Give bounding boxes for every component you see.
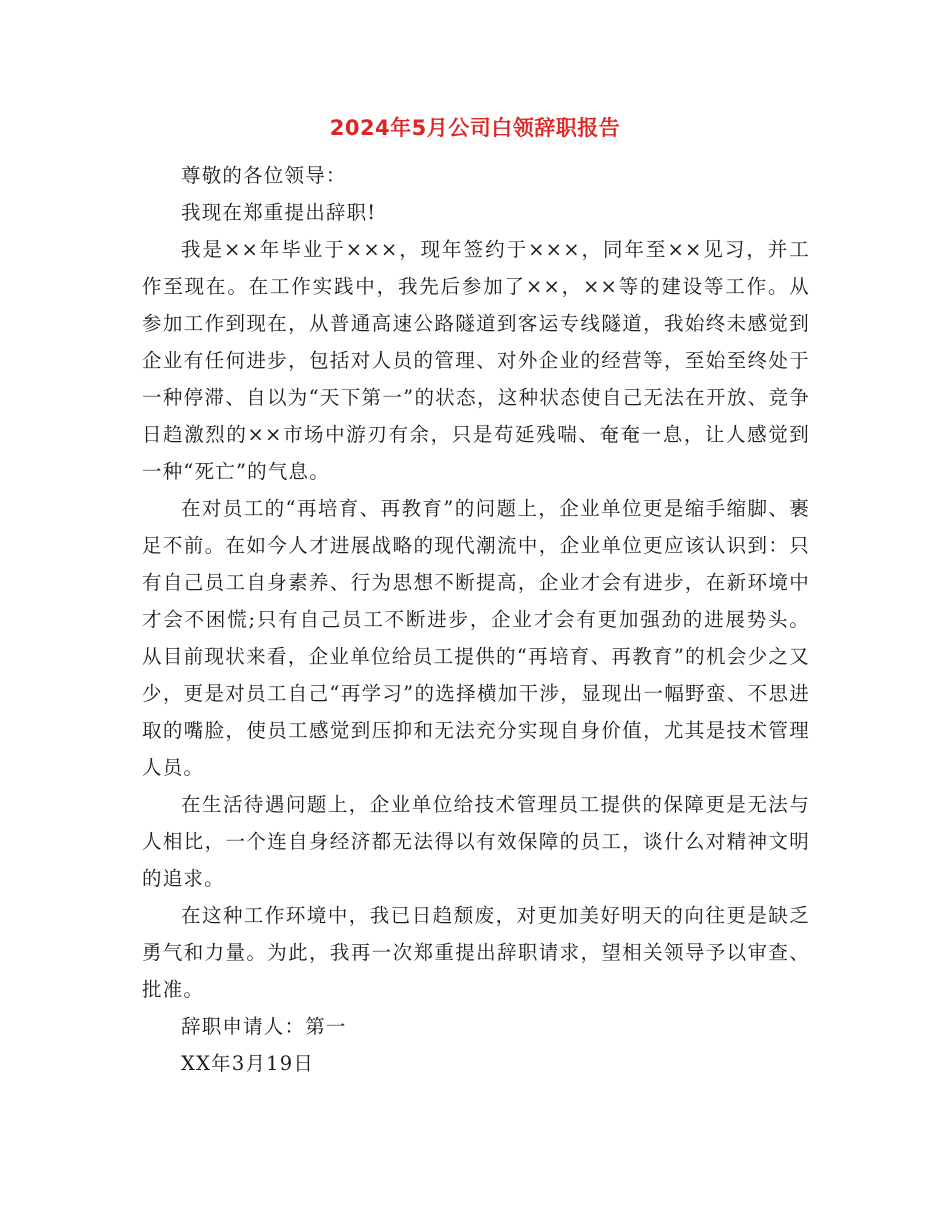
- signature-line: 辞职申请人：第一: [181, 1015, 347, 1038]
- body-paragraph-4: 在这种工作环境中，我已日趋颓废，对更加美好明天的向往更是缺乏勇气和力量。为此，我再一次郑重提出辞职请求，望相关领导予以审查、批准。: [142, 904, 810, 1001]
- body-paragraph-1: 我是××年毕业于×××，现年签约于×××，同年至××见习，并工作至现在。在工作实践中，我先后参加了××，××等的建设等工作。从参加工作到现在，从普通高速公路隧道到客运专线隧道，我始终未感觉到企业有任何进步，包括对人员的管理、对外企业的经营等，至始至终处于一种停滞、自以为“天下第一”的状态，这种状态使自己无法在开放、竞争日趋激烈的××市场中游刃有余，只是苟延残喘、奄奄一息，让人感觉到一种“死亡”的气息。: [142, 238, 810, 483]
- document-title: 2024年5月公司白领辞职报告: [329, 116, 621, 140]
- document-body: [142, 157, 810, 1082]
- body-paragraph-3: 在生活待遇问题上，企业单位给技术管理员工提供的保障更是无法与人相比，一个连自身经济都无法得以有效保障的员工，谈什么对精神文明的追求。: [142, 793, 810, 890]
- salutation: 尊敬的各位领导：: [181, 164, 347, 187]
- opening-statement: 我现在郑重提出辞职!: [181, 201, 377, 224]
- date-line: XX年3月19日: [181, 1052, 315, 1075]
- body-paragraph-2: 在对员工的“再培育、再教育”的问题上，企业单位更是缩手缩脚、裹足不前。在如今人才进展战略的现代潮流中，企业单位更应该认识到：只有自己员工自身素养、行为思想不断提高，企业才会有进步，在新环境中才会不困慌;只有自己员工不断进步，企业才会有更加强劲的进展势头。从目前现状来看，企业单位给员工提供的“再培育、再教育”的机会少之又少，更是对员工自己“再学习”的选择横加干涉，显现出一幅野蛮、不思进取的嘴脸，使员工感觉到压抑和无法充分实现自身价值，尤其是技术管理人员。: [142, 497, 810, 779]
